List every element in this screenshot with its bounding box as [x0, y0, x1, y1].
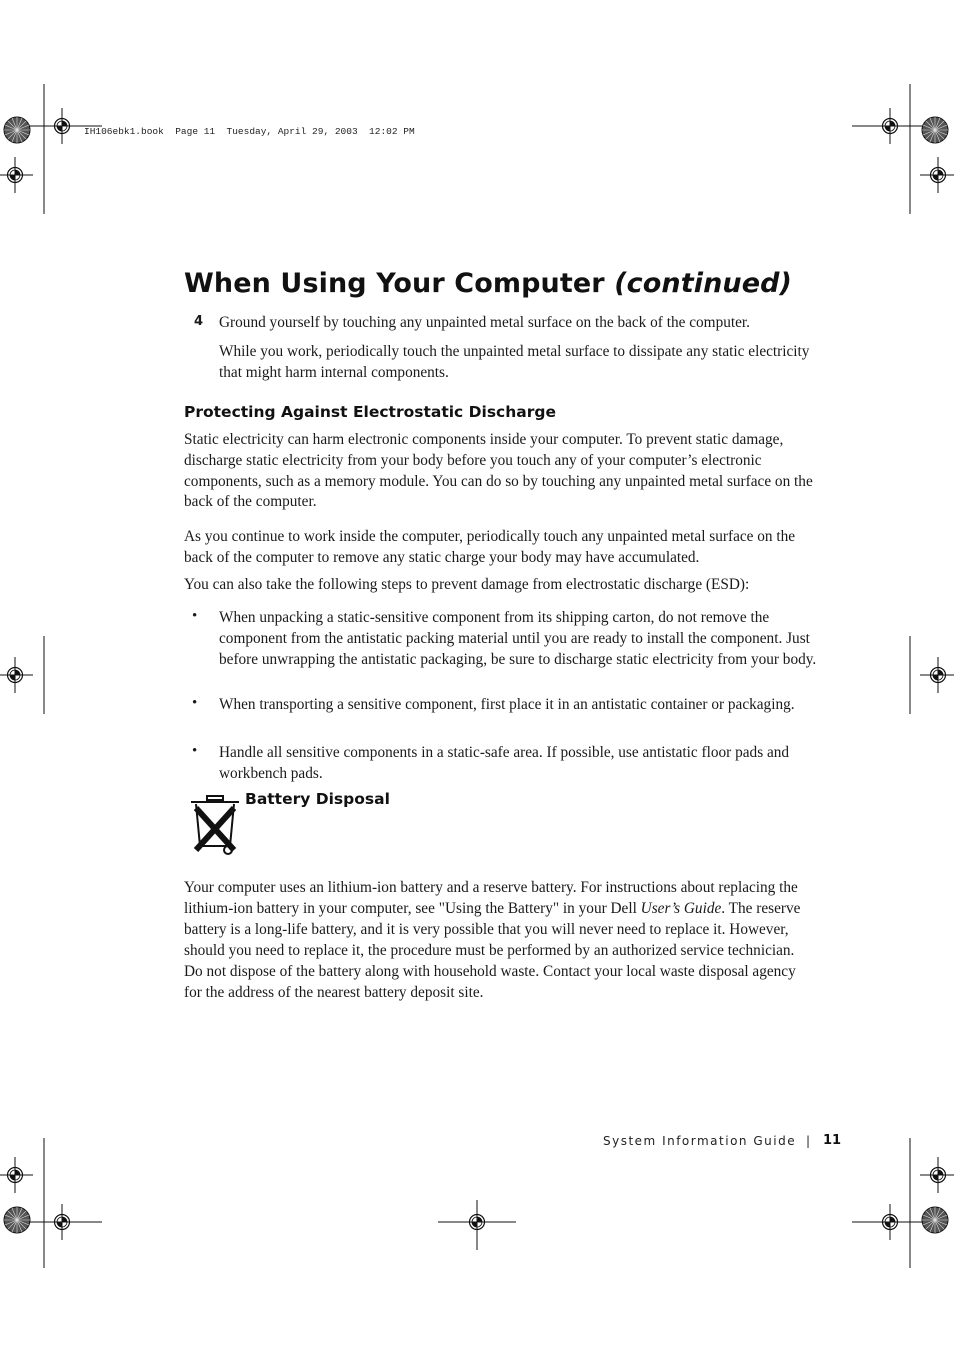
bullet-item: Handle all sensitive components in a static-safe area. If possible, use antistatic floor pads and workbench pads. [219, 744, 790, 782]
registration-mark-icon [0, 657, 33, 693]
starburst-target-icon [922, 117, 948, 143]
bullet-symbol: • [192, 695, 198, 711]
battery-paragraph [184, 878, 814, 1003]
starburst-target-icon [4, 1207, 30, 1233]
esd-paragraph-1: Static electricity can harm electronic components inside your computer. To prevent static damage, discharge static electricity from your body before you touch any of your computer’s electronic components, such as a memory module. You can do so by touching any unpainted metal surface on the back of the computer. [184, 431, 813, 511]
battery-heading: Battery Disposal [245, 790, 390, 808]
registration-mark-icon [459, 1204, 495, 1240]
page-number: 11 [823, 1133, 842, 1148]
esd-paragraph-3: You can also take the following steps to prevent damage from electrostatic discharge (ESD): [184, 576, 750, 593]
step-text: Ground yourself by touching any unpainted metal surface on the back of the computer. [219, 314, 750, 331]
bullet-symbol: • [192, 743, 198, 759]
title-continued: (continued) [614, 268, 792, 299]
page-title [184, 268, 792, 299]
step-number: 4 [194, 314, 204, 329]
registration-mark-icon [920, 157, 954, 193]
bullet-symbol: • [192, 608, 198, 624]
title-main: When Using Your Computer [184, 268, 615, 299]
registration-mark-icon [872, 108, 908, 144]
step-subtext: While you work, periodically touch the unpainted metal surface to dissipate any static electricity that might harm internal components. [219, 343, 810, 381]
footer-label: System Information Guide [603, 1134, 797, 1148]
starburst-target-icon [922, 1207, 948, 1233]
esd-heading: Protecting Against Electrostatic Discharge [184, 403, 556, 421]
registration-mark-icon [0, 1157, 33, 1193]
crossed-out-wheelie-bin-icon [188, 792, 242, 858]
battery-text-part-1: Your computer uses an lithium-ion battery and a reserve battery. For instructions about replacing the lithium-ion battery in your computer, see "Using the Battery" in your Dell [184, 879, 798, 917]
registration-mark-icon [44, 108, 80, 144]
registration-mark-icon [920, 657, 954, 693]
registration-mark-icon [872, 1204, 908, 1240]
battery-text-part-2: . The reserve battery is a long-life battery, and it is very possible that you will never need to replace it. However, should you need to replace it, the procedure must be performed by an authorized service technician. Do not dispose of the battery along with household waste. Contact your local waste disposal agency for the address of the nearest battery deposit site. [184, 899, 801, 1001]
starburst-target-icon [4, 117, 30, 143]
footer-separator: | [806, 1134, 811, 1148]
bullet-item: When transporting a sensitive component, first place it in an antistatic container or packaging. [219, 696, 795, 713]
print-slug-line: IH106ebk1.book Page 11 Tuesday, April 29, 2003 12:02 PM [84, 126, 415, 137]
esd-paragraph-2: As you continue to work inside the computer, periodically touch any unpainted metal surface on the back of the computer to remove any static charge your body may have accumulated. [184, 528, 796, 566]
users-guide-title: User’s Guide [640, 899, 722, 917]
registration-mark-icon [44, 1204, 80, 1240]
bullet-item: When unpacking a static-sensitive component from its shipping carton, do not remove the component from the antistatic packing material until you are ready to install the component. Just before unwrapping the antistatic packaging, be sure to discharge static electricity from your body. [219, 609, 817, 668]
registration-mark-icon [920, 1157, 954, 1193]
registration-mark-icon [0, 157, 33, 193]
